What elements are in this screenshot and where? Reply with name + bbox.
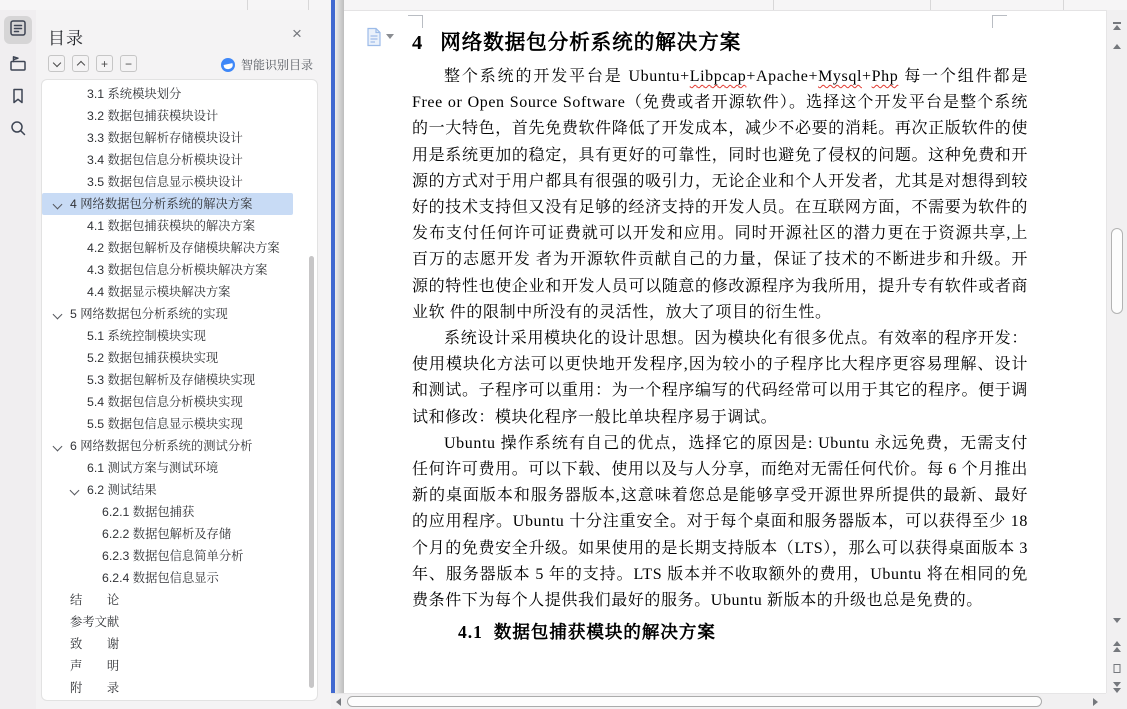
toc-panel	[41, 79, 318, 701]
ruler-tick	[1063, 0, 1064, 10]
toc-item-label: 附 录	[70, 681, 120, 695]
page-options-button[interactable]	[366, 27, 394, 47]
toc-item[interactable]	[42, 501, 317, 523]
toc-item-label: 6.2.4 数据包信息显示	[102, 571, 219, 585]
toc-item[interactable]	[42, 567, 317, 589]
toc-sidebar	[36, 10, 331, 709]
toc-item[interactable]	[42, 391, 317, 413]
horizontal-scrollbar[interactable]	[331, 693, 1106, 709]
select-browse-object-button[interactable]	[1114, 664, 1121, 673]
toc-item-label: 6.2.1 数据包捕获	[102, 505, 195, 519]
toc-item[interactable]	[42, 105, 317, 127]
toc-item[interactable]	[42, 479, 317, 501]
toc-item-label: 4.1 数据包捕获模块的解决方案	[87, 219, 256, 233]
chevron-down-icon	[52, 58, 60, 66]
ruler-tick	[773, 0, 774, 10]
toc-item-label: 5 网络数据包分析系统的实现	[70, 307, 228, 321]
plus-icon: +	[100, 56, 108, 71]
chevron-up-icon	[76, 61, 84, 69]
annotation-pane-button[interactable]	[4, 52, 32, 80]
close-icon[interactable]: ×	[292, 24, 302, 43]
toc-item[interactable]	[42, 369, 317, 391]
toc-item[interactable]	[42, 347, 317, 369]
toc-item-label: 致 谢	[70, 637, 120, 651]
chevron-down-icon[interactable]	[53, 310, 63, 320]
document-icon	[366, 27, 382, 47]
toc-item[interactable]	[42, 171, 317, 193]
scroll-to-top-icon[interactable]	[1113, 22, 1121, 30]
document-content	[344, 11, 1106, 644]
toc-item[interactable]	[42, 545, 317, 567]
toc-item-label: 5.3 数据包解析及存储模块实现	[87, 373, 256, 387]
toc-item-label: 4.2 数据包解析及存储模块解决方案	[87, 241, 280, 255]
horizontal-scrollbar-thumb[interactable]	[347, 696, 1042, 707]
toc-item-label: 6.2.3 数据包信息简单分析	[102, 549, 244, 563]
toc-item[interactable]	[42, 677, 317, 699]
ruler-tick	[308, 0, 309, 10]
vertical-scrollbar[interactable]	[1106, 10, 1127, 693]
toc-item-label: 6.1 测试方案与测试环境	[87, 461, 219, 475]
toc-item-label: 3.4 数据包信息分析模块设计	[87, 153, 243, 167]
toc-item[interactable]	[42, 655, 317, 677]
outline-pane-button[interactable]	[4, 16, 32, 44]
toc-item[interactable]	[42, 611, 317, 633]
toc-item[interactable]	[42, 325, 317, 347]
toc-item[interactable]	[42, 149, 317, 171]
toc-item[interactable]	[42, 193, 293, 215]
ruler-tick	[930, 0, 931, 10]
smart-recognize-label: 智能识别目录	[241, 58, 314, 72]
search-icon	[8, 118, 28, 143]
scroll-up-arrow[interactable]	[1113, 44, 1121, 49]
toc-item-label: 3.3 数据包解析存储模块设计	[87, 131, 243, 145]
section-heading	[412, 619, 1028, 644]
toc-item[interactable]	[42, 435, 317, 457]
chapter-title: 网络数据包分析系统的解决方案	[440, 32, 742, 54]
bookmark-pane-button[interactable]	[4, 84, 32, 112]
toc-item-label: 5.1 系统控制模块实现	[87, 329, 206, 343]
outline-icon	[8, 18, 28, 43]
toc-scrollbar-thumb[interactable]	[309, 256, 314, 688]
chevron-down-icon[interactable]	[53, 442, 63, 452]
toc-item-label: 3.5 数据包信息显示模块设计	[87, 175, 243, 189]
toc-item[interactable]	[42, 633, 317, 655]
toc-item-label: 5.5 数据包信息显示模块实现	[87, 417, 243, 431]
ruler-tick	[247, 0, 248, 10]
toc-item[interactable]	[42, 127, 317, 149]
previous-page-button[interactable]	[1113, 641, 1121, 652]
ai-sphere-icon	[221, 58, 235, 72]
toc-item-label: 6.2 测试结果	[87, 483, 157, 497]
annotation-flag-icon	[8, 54, 28, 79]
paragraph: Ubuntu 操作系统有自己的优点，选择它的原因是: Ubuntu 永远免费，无需支付任何许可费用。可以下载、使用以及与人分享，而绝对无需任何代价。每 6 个月推出新的桌面版本和服务器版本,这意味着您总是能够享受开源世界所提供的最新、最好的应用程序。Ubuntu 十分注重安全。对于每个桌面和服务器版本，可以获得至少 18 个月的免费安全升级。如果使用的是长期支持版本（LTS），那么可以获得桌面版本 3 年、服务器版本 5 年的支持。LTS 版本并不收取额外的费用，Ubuntu 将在相同的免费条件下为每个人提供我们最好的服务。Ubuntu 新版本的升级也总是免费的。	[412, 434, 1028, 610]
toc-panel-title: 目录	[48, 29, 84, 48]
toc-item-label: 4.3 数据包信息分析模块解决方案	[87, 263, 268, 277]
left-toolbar	[0, 10, 36, 709]
scroll-left-arrow[interactable]	[336, 698, 341, 706]
text-boundary-mark-left	[408, 15, 423, 28]
expand-all-button[interactable]	[96, 55, 113, 72]
toc-item-label: 5.2 数据包捕获模块实现	[87, 351, 219, 365]
chapter-heading	[412, 25, 1028, 55]
chapter-number: 4	[412, 32, 424, 54]
toc-item-label: 5.4 数据包信息分析模块实现	[87, 395, 243, 409]
next-page-button[interactable]	[1113, 682, 1121, 693]
scrollbar-corner	[1106, 693, 1127, 709]
text-boundary-mark-right	[992, 15, 1007, 28]
toc-item-label: 4.4 数据显示模块解决方案	[87, 285, 231, 299]
toc-item[interactable]	[42, 589, 317, 611]
paragraph: 系统设计采用模块化的设计思想。因为模块化有很多优点。有效率的程序开发：使用模块化方法可以更快地开发程序,因为较小的子程序比大程序更容易理解、设计和测试。子程序可以重用：为一个程序编写的代码经常可以用于其它的程序。便于调试和修改：模块化程序一般比单块程序易于调试。	[412, 330, 1028, 426]
scroll-down-arrow[interactable]	[1113, 618, 1121, 623]
toc-item[interactable]	[42, 237, 317, 259]
toc-item-label: 3.2 数据包捕获模块设计	[87, 109, 219, 123]
chevron-down-icon[interactable]	[53, 200, 63, 210]
toc-item-label: 6.2.2 数据包解析及存储	[102, 527, 232, 541]
toc-item[interactable]	[42, 523, 317, 545]
section-title: 数据包捕获模块的解决方案	[493, 622, 716, 643]
toc-item-label: 声 明	[70, 659, 120, 673]
toc-item-label: 6 网络数据包分析系统的测试分析	[70, 439, 253, 453]
toc-item[interactable]	[42, 83, 317, 105]
toc-item[interactable]	[42, 413, 317, 435]
search-pane-button[interactable]	[4, 116, 32, 144]
toc-item[interactable]	[42, 259, 317, 281]
toc-item[interactable]	[42, 457, 317, 479]
toc-item[interactable]	[42, 281, 317, 303]
collapse-all-button[interactable]	[120, 55, 137, 72]
collapse-level-up-button[interactable]	[72, 55, 89, 72]
toc-list	[42, 83, 317, 699]
scroll-right-arrow[interactable]	[1093, 698, 1098, 706]
toc-item-label: 4 网络数据包分析系统的解决方案	[70, 197, 253, 211]
paragraph: 整个系统的开发平台是 Ubuntu+Libpcap+Apache+Mysql+Php 每一个组件都是 Free or Open Source Software（免费或者开源软件）。选择这个开发平台是整个系统的一大特色，首先免费软件降低了开发成本，减少不必要的消耗。再次正版软件的使用是系统更加的稳定，具有更好的可靠性，同时也避免了侵权的问题。这种免费和开源的方式对于用户都具有很强的吸引力，无论企业和个人开发者，尤其是对想得到较好的技术支持但又没有足够的经济支持的开发人员。在互联网方面，不需要为软件的发布支付任何许可证费就可以开发和应用。同时开源社区的潜力更在于资源共享,上百万的志愿开发 者为开源软件贡献自己的力量，保证了技术的不断进步和升级。开源的特性也使企业和开发人员可以随意的修改源程序为我所用，提升专有软件或者商业软 件的限制中所没有的灵活性，放大了项目的衍生性。	[412, 68, 1028, 321]
toc-item-label: 参考文献	[70, 615, 120, 629]
bookmark-icon	[8, 86, 28, 111]
collapse-level-down-button[interactable]	[48, 55, 65, 72]
toc-item[interactable]	[42, 215, 317, 237]
vertical-scrollbar-thumb[interactable]	[1111, 228, 1123, 314]
toc-item-label: 3.1 系统模块划分	[87, 87, 182, 101]
page-edge-shadow	[335, 0, 344, 709]
toc-item-label: 结 论	[70, 593, 120, 607]
minus-icon: −	[124, 56, 132, 71]
toc-item[interactable]	[42, 303, 317, 325]
chevron-down-icon[interactable]	[70, 486, 80, 496]
document-page	[344, 11, 1106, 693]
section-number: 4.1	[458, 622, 483, 643]
chevron-down-icon	[386, 34, 394, 39]
smart-recognize-toc-button[interactable]	[221, 56, 313, 73]
paragraphs	[412, 64, 1028, 614]
